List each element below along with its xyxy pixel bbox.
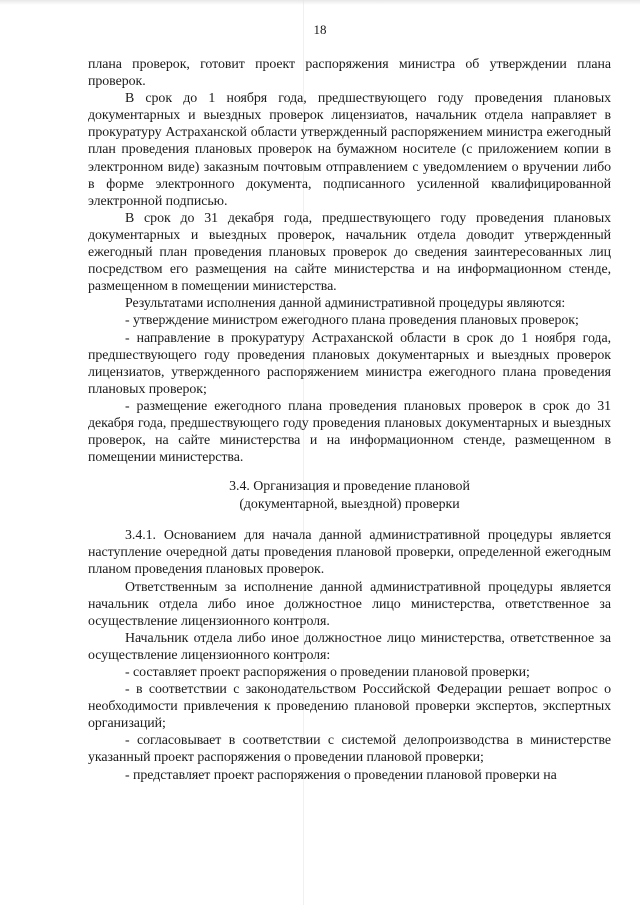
- paragraphs-before-heading: [88, 56, 611, 466]
- paragraph: В срок до 31 декабря года, предшествующего году проведения плановых документарных и выездных проверок, начальник отдела доводит утвержденный ежегодный план проведения плановых проверок до сведения заинтересованных лиц посредством его размещения на сайте министерства и на информационном стенде, размещенном в помещении министерства.: [88, 210, 611, 295]
- list-item: - составляет проект распоряжения о проведении плановой проверки;: [125, 665, 530, 680]
- paragraph: Ответственным за исполнение данной административной процедуры является начальник отдела либо иное должностное лицо министерства, ответственное за осуществление лицензионного контроля.: [88, 579, 611, 629]
- paragraph: 3.4.1. Основанием для начала данной административной процедуры является наступление очередной даты проведения плановой проверки, определенной ежегодным планом проведения плановых проверок.: [88, 528, 611, 578]
- paragraph: Начальник отдела либо иное должностное лицо министерства, ответственное за осуществление лицензионного контроля:: [88, 630, 611, 663]
- list-item: - представляет проект распоряжения о проведении плановой проверки на: [125, 767, 557, 783]
- paragraph: Результатами исполнения данной административной процедуры являются:: [125, 296, 566, 312]
- list-item: - размещение ежегодного плана проведения плановых проверок в срок до 31 декабря года, предшествующего году проведения плановых документарных и выездных проверок, на сайте министерства и на информационном стенде, размещенном в помещении министерства.: [88, 398, 611, 466]
- paragraph: плана проверок, готовит проект распоряжения министра об утверждении плана проверок.: [88, 57, 611, 90]
- list-item: - в соответствии с законодательством Российской Федерации решает вопрос о необходимости привлечения к проведению плановой проверки экспертов, экспертных организаций;: [88, 682, 611, 732]
- paragraphs-after-heading: [88, 527, 611, 783]
- list-item: - согласовывает в соответствии с системой делопроизводства в министерстве указанный проект распоряжения о проведении плановой проверки;: [88, 733, 611, 766]
- section-heading-line-1: 3.4. Организация и проведение плановой: [229, 479, 470, 495]
- paragraph: В срок до 1 ноября года, предшествующего году проведения плановых документарных и выездных проверок лицензиатов, начальник отдела направляет в прокуратуру Астраханской области утвержденный распоряжением министра ежегодный план проведения плановых проверок на бумажном носителе (с приложением копии в электронном виде) заказным почтовым отправлением с уведомлением о вручении либо в форме электронного документа, подписанного усиленной квалифицированной электронной подписью.: [88, 91, 611, 209]
- scan-edge: [0, 0, 640, 5]
- list-item: - утверждение министром ежегодного плана проведения плановых проверок;: [125, 313, 579, 329]
- section-heading: [88, 478, 611, 513]
- document-body: [88, 56, 611, 784]
- list-item: - направление в прокуратуру Астраханской области в срок до 1 ноября года, предшествующего году проведения плановых документарных и выездных проверок лицензиатов, утвержденного распоряжением министра ежегодного плана проведения плановых проверок;: [88, 330, 611, 397]
- page-number: 18: [313, 22, 327, 37]
- section-heading-line-2: (документарной, выездной) проверки: [239, 496, 460, 512]
